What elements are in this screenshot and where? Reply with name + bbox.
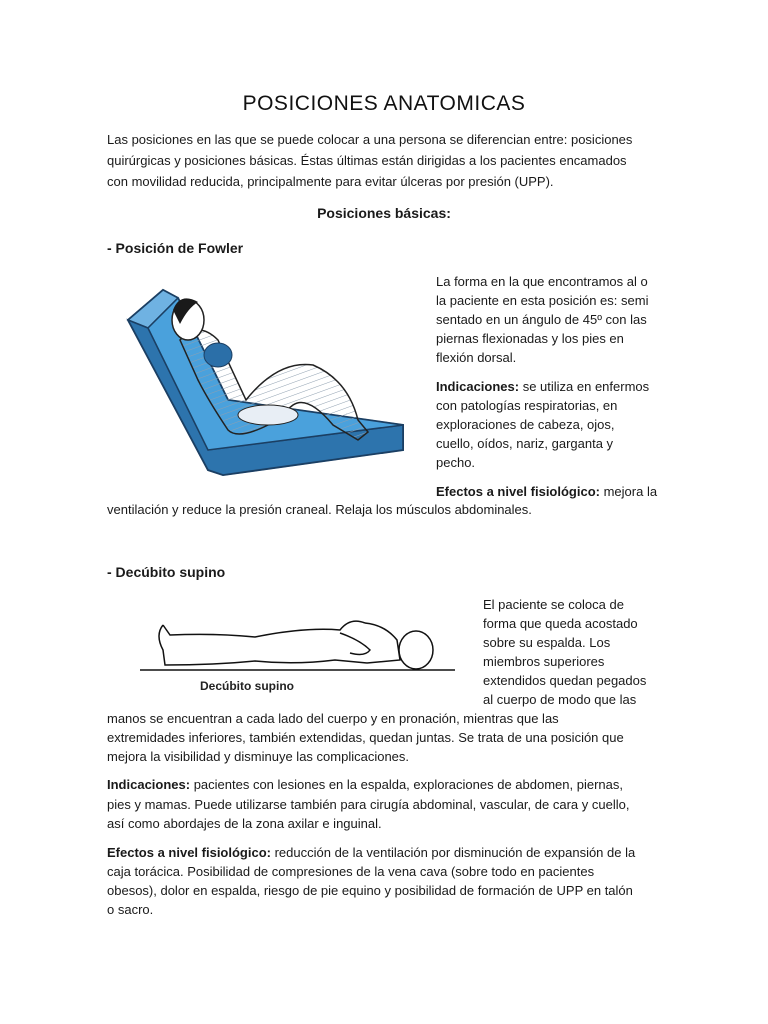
supino-desc-4: miembros superiores: [483, 654, 605, 669]
supino-desc-5: extendidos quedan pegados: [483, 673, 647, 688]
intro-line-2: quirúrgicas y posiciones básicas. Éstas últimas están dirigidas a los pacientes encamados: [107, 153, 627, 168]
fowler-indications-line-2: con patologías respiratorias, en: [436, 398, 618, 413]
fowler-desc-1: La forma en la que encontramos al o: [436, 274, 648, 289]
fowler-indications-line-1: [436, 377, 649, 396]
supino-desc-6: al cuerpo de modo que las: [483, 692, 637, 707]
supino-indications-line-2: pies y mamas. Puede utilizarse también para cirugía abdominal, vascular, de cara y cuello,: [107, 797, 630, 812]
fowler-effects-line-1: [436, 482, 657, 501]
supino-desc-2: forma que queda acostado: [483, 616, 638, 631]
fowler-effects-line-2: ventilación y reduce la presión craneal. Relaja los músculos abdominales.: [107, 502, 532, 517]
supino-effects-line-1: [107, 843, 635, 862]
fowler-desc-5: flexión dorsal.: [436, 350, 517, 365]
supino-heading: - Decúbito supino: [107, 564, 226, 580]
fowler-desc-3: sentado en un ángulo de 45º con las: [436, 312, 647, 327]
fowler-effects-label: Efectos a nivel fisiológico:: [436, 484, 600, 499]
supino-desc-9: mejora la visibilidad y disminuye las complicaciones.: [107, 749, 410, 764]
fowler-indications-line-5: pecho.: [436, 455, 476, 470]
intro-line-3: con movilidad reducida, principalmente para evitar úlceras por presión (UPP).: [107, 174, 554, 189]
supino-desc-7: manos se encuentran a cada lado del cuerpo y en pronación, mientras que las: [107, 711, 559, 726]
section-subtitle: Posiciones básicas:: [317, 205, 451, 221]
supino-figure-caption: Decúbito supino: [200, 679, 294, 693]
fowler-desc-4: piernas flexionadas y los pies en: [436, 331, 624, 346]
supino-desc-8: extremidades inferiores, también extendidas, quedan juntas. Se trata de una posición que: [107, 730, 624, 745]
fowler-indications-text-1: se utiliza en enfermos: [519, 379, 650, 394]
fowler-figure: [118, 280, 408, 480]
page-title: POSICIONES ANATOMICAS: [242, 92, 526, 115]
supino-indications-line-1: [107, 775, 623, 794]
supino-effects-line-3: obesos), dolor en espalda, riesgo de pie equino y posibilidad de formación de UPP en talón: [107, 883, 633, 898]
fowler-indications-label: Indicaciones:: [436, 379, 520, 394]
supino-effects-line-4: o sacro.: [107, 902, 154, 917]
fowler-desc-2: la paciente en esta posición es: semi: [436, 293, 649, 308]
supino-effects-line-2: caja torácica. Posibilidad de compresiones de la vena cava (sobre todo en pacientes: [107, 864, 595, 879]
supino-effects-label: Efectos a nivel fisiológico:: [107, 845, 271, 860]
supino-desc-3: sobre su espalda. Los: [483, 635, 611, 650]
supino-indications-label: Indicaciones:: [107, 777, 191, 792]
fowler-indications-line-3: exploraciones de cabeza, ojos,: [436, 417, 615, 432]
intro-line-1: Las posiciones en las que se puede colocar a una persona se diferencian entre: posiciones: [107, 132, 633, 147]
supino-indications-line-3: así como abordajes de la zona axilar e inguinal.: [107, 816, 382, 831]
supino-figure: [135, 605, 460, 700]
fowler-heading: - Posición de Fowler: [107, 240, 244, 256]
fowler-effects-text-1: mejora la: [599, 484, 658, 499]
fowler-indications-line-4: cuello, oídos, nariz, garganta y: [436, 436, 614, 451]
supino-indications-text-1: pacientes con lesiones en la espalda, exploraciones de abdomen, piernas,: [190, 777, 623, 792]
supino-desc-1: El paciente se coloca de: [483, 597, 624, 612]
supino-effects-text-1: reducción de la ventilación por disminución de expansión de la: [270, 845, 636, 860]
